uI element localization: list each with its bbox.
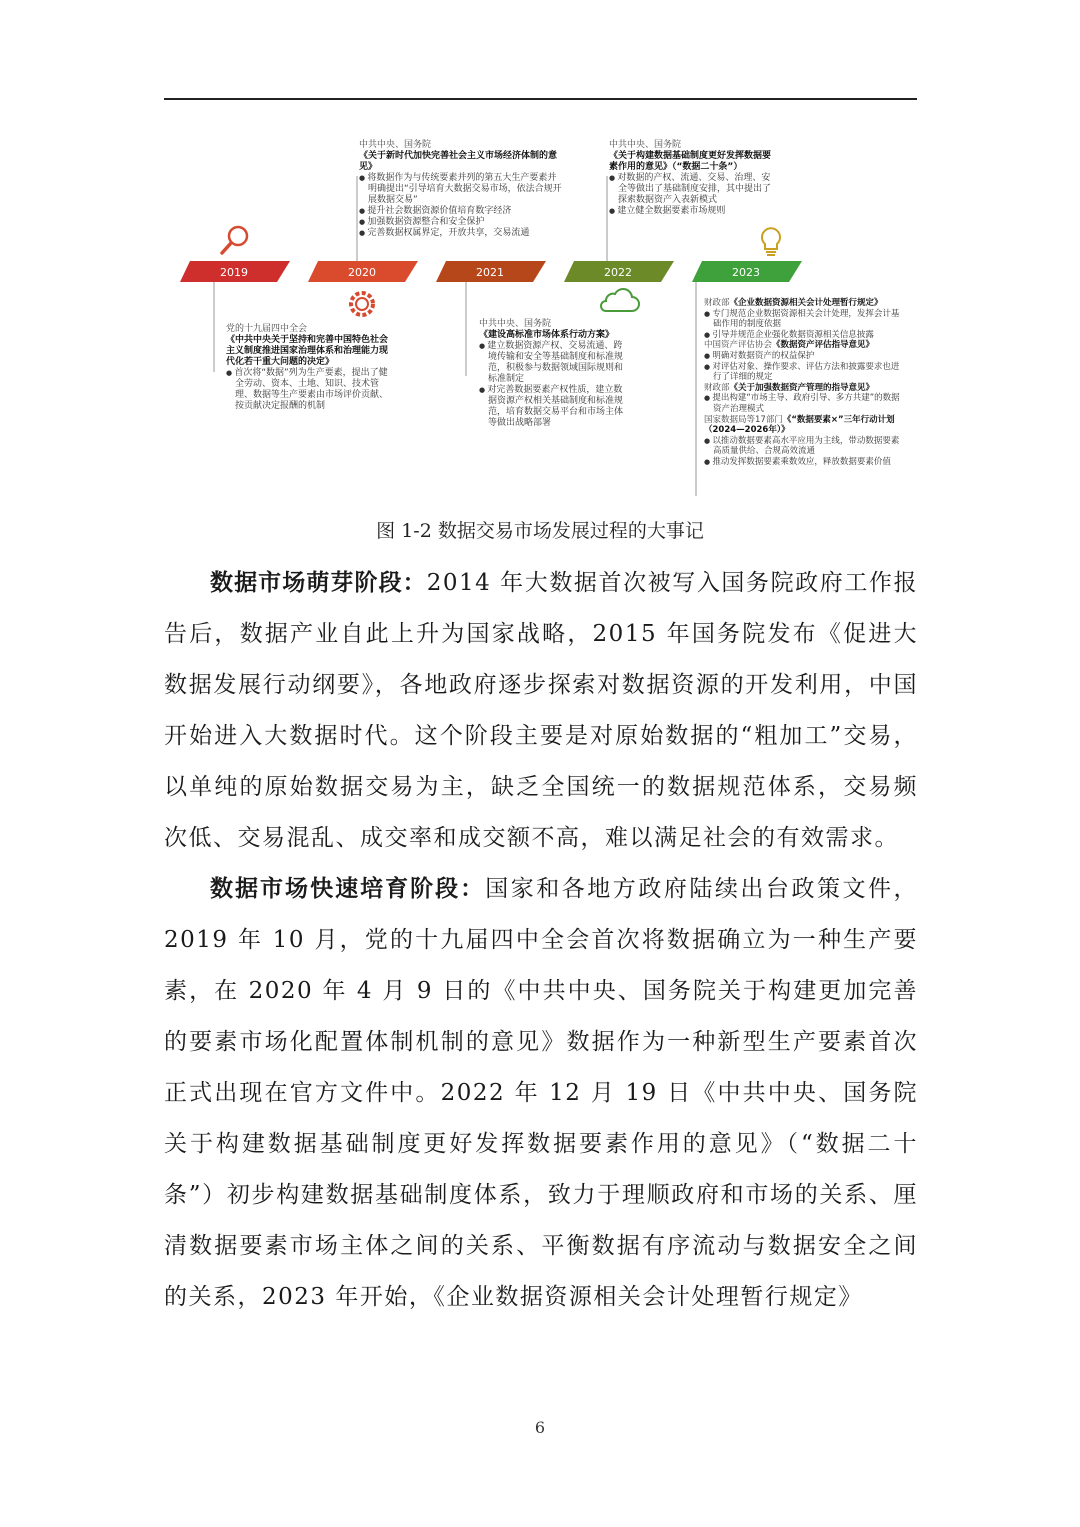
lightbulb-icon bbox=[762, 228, 780, 255]
event-org-line bbox=[704, 298, 904, 309]
event-org: 国家数据局等17部门 bbox=[704, 414, 783, 425]
paragraph-lead: 数据市场快速培育阶段： bbox=[210, 876, 486, 902]
year-arrow-2023 bbox=[692, 261, 802, 282]
event-org: 财政部 bbox=[704, 298, 730, 308]
event-document-title: 《关于构建数据基础制度更好发挥数据要素作用的意见》（“数据二十条”） bbox=[609, 151, 772, 172]
event-org: 中共中央、国务院 bbox=[609, 140, 682, 150]
event-point: ● 对完善数据要素产权性质，建立数据资源产权相关基础制度和标准规范，培育数据交易平台和市场主体等做出战略部署 bbox=[479, 385, 629, 429]
event-point: ● 完善数据权属界定，开放共享，交易流通 bbox=[359, 228, 564, 239]
event-document-title: 《关于新时代加快完善社会主义市场经济体制的意见》 bbox=[359, 151, 558, 172]
paragraph-text: 国家和各地方政府陆续出台政策文件，2019 年 10 月，党的十九届四中全会首次将数据确立为一种生产要素，在 2020 年 4 月 9 日的《中共中央、国务院关于构建更加完善的要素市场化配置体制机制的意见》数据作为一种新型生产要素首次正式出现在官方文件中。2022 年 12 月 19 日《中共中央、国务院关于构建数据基础制度更好发挥数据要素作用的意见》（“数据二十条”）初步构建数据基础制度体系，致力于理顺政府和市场的关系、厘清数据要素市场主体之间的关系、平衡数据有序流动与数据安全之间的关系，2023 年开始，《企业数据资源相关会计处理暂行规定》 bbox=[164, 876, 919, 1310]
event-point: ● 明确对数据资产的权益保护 bbox=[704, 351, 904, 362]
event-org: 中共中央、国务院 bbox=[359, 140, 432, 150]
year-label: 2022 bbox=[604, 266, 632, 279]
event-block-2021 bbox=[479, 319, 629, 429]
year-label: 2023 bbox=[732, 266, 760, 279]
figure-caption: 图 1-2 数据交易市场发展过程的大事记 bbox=[376, 520, 704, 542]
paragraph-embryonic-stage bbox=[164, 558, 918, 864]
event-points bbox=[359, 173, 564, 239]
event-points bbox=[704, 309, 904, 341]
event-org: 党的十九届四中全会 bbox=[226, 324, 308, 334]
magnifier-icon bbox=[222, 227, 247, 253]
gear-icon bbox=[351, 293, 373, 315]
event-point: ● 对数据的产权、流通、交易、治理、安全等做出了基础制度安排，其中提出了探索数据资产入表新模式 bbox=[609, 173, 774, 206]
year-arrow-2019 bbox=[180, 261, 290, 282]
event-point: ● 推动发挥数据要素乘数效应，释放数据要素价值 bbox=[704, 457, 904, 468]
event-org-line bbox=[704, 340, 904, 351]
header-rule bbox=[164, 98, 917, 100]
event-point: ● 以推动数据要素高水平应用为主线，带动数据要素高质量供给、合规高效流通 bbox=[704, 436, 904, 457]
event-point: ● 首次将“数据”列为生产要素，提出了健全劳动、资本、土地、知识、技术管理、数据等生产要素由市场评价贡献、按贡献决定报酬的机制 bbox=[226, 368, 396, 412]
event-point: ● 建立健全数据要素市场规则 bbox=[609, 206, 774, 217]
body-text bbox=[164, 558, 918, 1323]
event-points bbox=[609, 173, 774, 217]
event-points bbox=[704, 393, 904, 414]
event-org: 中国资产评估协会 bbox=[704, 340, 773, 351]
timeline-figure bbox=[164, 136, 917, 500]
event-org-line bbox=[704, 415, 904, 436]
event-block-2020 bbox=[359, 140, 564, 239]
event-block-2023 bbox=[704, 298, 904, 468]
cloud-icon bbox=[601, 289, 639, 311]
year-arrow-2020 bbox=[308, 261, 418, 282]
event-block-2019 bbox=[226, 324, 396, 412]
paragraph-text: 2014 年大数据首次被写入国务院政府工作报告后，数据产业自此上升为国家战略，2015 年国务院发布《促进大数据发展行动纲要》，各地政府逐步探索对数据资源的开发利用，中国开始进入大数据时代。这个阶段主要是对原始数据的“粗加工”交易，以单纯的原始数据交易为主，缺乏全国统一的数据规范体系，交易频次低、交易混乱、成交率和成交额不高，难以满足社会的有效需求。 bbox=[164, 570, 918, 851]
event-points bbox=[479, 341, 629, 429]
event-document-title: 《中共中央关于坚持和完善中国特色社会主义制度推进国家治理体系和治理能力现代化若干重大问题的决定》 bbox=[226, 335, 389, 367]
event-point: ● 加强数据资源整合和安全保护 bbox=[359, 217, 564, 228]
event-points bbox=[226, 368, 396, 412]
event-points bbox=[704, 351, 904, 383]
event-points bbox=[704, 436, 904, 468]
page-number: 6 bbox=[534, 1418, 546, 1437]
year-label: 2019 bbox=[220, 266, 248, 279]
event-point: ● 将数据作为与传统要素并列的第五大生产要素并明确提出“引导培育大数据交易市场，依法合规开展数据交易” bbox=[359, 173, 564, 206]
event-point: ● 提升社会数据资源价值培育数字经济 bbox=[359, 206, 564, 217]
event-point: ● 专门规范企业数据资源相关会计处理，发挥会计基础作用的制度依据 bbox=[704, 309, 904, 330]
event-org: 中共中央、国务院 bbox=[479, 319, 552, 329]
year-label: 2020 bbox=[348, 266, 376, 279]
year-arrow-2021 bbox=[436, 261, 546, 282]
paragraph-lead: 数据市场萌芽阶段： bbox=[210, 570, 427, 596]
event-document-title: 《“数据要素×”三年行动计划（2024—2026年）》 bbox=[704, 414, 895, 436]
event-document-title: 《企业数据资源相关会计处理暂行规定》 bbox=[729, 298, 883, 308]
event-block-2022 bbox=[609, 140, 774, 217]
event-document-title: 《建设高标准市场体系行动方案》 bbox=[479, 330, 615, 340]
event-org: 财政部 bbox=[704, 382, 730, 393]
event-point: ● 引导并规范企业强化数据资源相关信息披露 bbox=[704, 330, 904, 341]
event-document-title: 《关于加强数据资产管理的指导意见》 bbox=[729, 382, 875, 393]
event-point: ● 提出构建“市场主导、政府引导、多方共建”的数据资产治理模式 bbox=[704, 393, 904, 414]
event-point: ● 建立数据资源产权、交易流通、跨境传输和安全等基础制度和标准规范，积极参与数据领域国际规则和标准制定 bbox=[479, 341, 629, 385]
paragraph-rapid-growth-stage bbox=[164, 864, 918, 1323]
year-label: 2021 bbox=[476, 266, 504, 279]
year-arrow-2022 bbox=[564, 261, 674, 282]
event-point: ● 对评估对象、操作要求、评估方法和披露要求也进行了详细的规定 bbox=[704, 362, 904, 383]
event-org-line bbox=[704, 383, 904, 394]
event-document-title: 《数据资产评估指导意见》 bbox=[772, 340, 875, 351]
